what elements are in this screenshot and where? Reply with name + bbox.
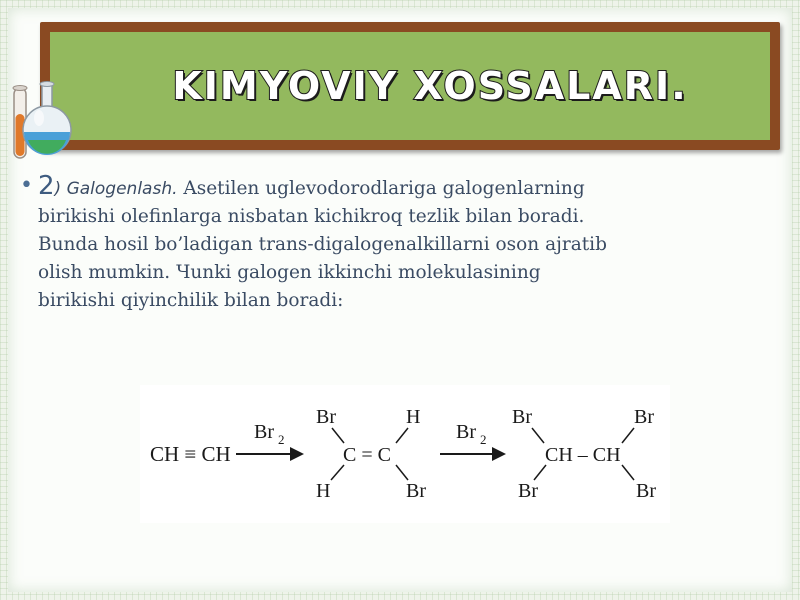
product-br-bottom-right: Br bbox=[636, 480, 656, 502]
product-br-top-left: Br bbox=[512, 406, 532, 428]
paragraph-line-3: Bunda hosil bo’ladigan trans-digalogenalkillarni oson ajratib bbox=[38, 234, 607, 255]
reagent-2: Br bbox=[456, 421, 476, 443]
reaction-arrowhead-1 bbox=[290, 447, 304, 461]
paragraph-line-2: birikishi olefinlarga nisbatan kichikroq tezlik bilan boradi. bbox=[38, 206, 585, 227]
reaction-diagram bbox=[140, 385, 670, 523]
item-number: 2 bbox=[38, 171, 55, 201]
reagent-2-subscript: 2 bbox=[480, 432, 487, 447]
bond bbox=[396, 428, 408, 443]
reaction-scheme bbox=[140, 385, 670, 523]
item-lead: ) Galogenlash. bbox=[54, 179, 178, 199]
lab-flask-icon bbox=[6, 74, 86, 166]
content-bullet bbox=[20, 172, 760, 315]
paragraph-line-4: olish mumkin. Чunki galogen ikkinchi molekulasining bbox=[38, 262, 541, 283]
paragraph bbox=[38, 172, 607, 315]
product-br-bottom-left: Br bbox=[518, 480, 538, 502]
slide-title: KIMYOVIY XOSSALARI. bbox=[172, 64, 688, 108]
intermediate-br-top: Br bbox=[316, 406, 336, 428]
paragraph-line-5: birikishi qiyinchilik bilan boradi: bbox=[38, 290, 344, 311]
reaction-arrowhead-2 bbox=[492, 447, 506, 461]
title-panel bbox=[50, 32, 770, 140]
bullet-marker: • bbox=[20, 173, 33, 198]
bond bbox=[332, 428, 344, 443]
paragraph-line-1: Asetilen uglevodorodlariga galogenlarning bbox=[177, 178, 585, 199]
intermediate-h-top: H bbox=[406, 406, 421, 428]
bond bbox=[534, 465, 546, 480]
intermediate-h-bottom: H bbox=[316, 480, 331, 502]
bond bbox=[622, 465, 634, 480]
title-board bbox=[40, 22, 780, 150]
bond bbox=[331, 465, 344, 480]
reagent-1: Br bbox=[254, 421, 274, 443]
product-core: CH – CH bbox=[545, 444, 621, 466]
bond bbox=[532, 428, 544, 443]
intermediate-core: C = C bbox=[343, 444, 391, 466]
reactant-formula: CH ≡ CH bbox=[150, 442, 231, 466]
bond bbox=[396, 465, 408, 480]
intermediate-br-bottom: Br bbox=[406, 480, 426, 502]
product-br-top-right: Br bbox=[634, 406, 654, 428]
reagent-1-subscript: 2 bbox=[278, 432, 285, 447]
bond bbox=[622, 428, 634, 443]
